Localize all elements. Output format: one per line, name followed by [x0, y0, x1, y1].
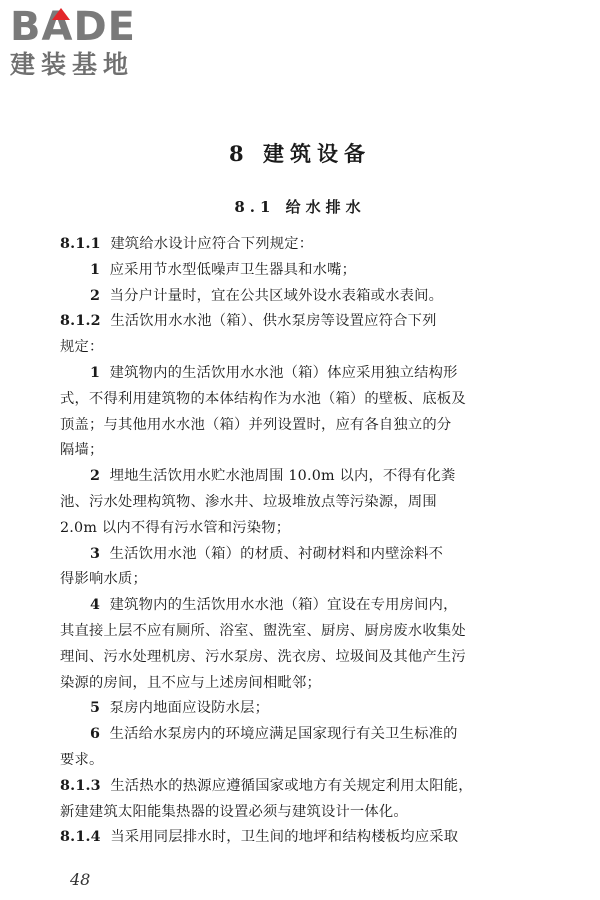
clause-8-1-3 — [60, 774, 550, 800]
item-text: 泵房内地面应设防水层； — [109, 700, 270, 717]
clause-8-1-2-item-2 — [60, 464, 550, 490]
clause-text: 生活热水的热源应遵循国家或地方有关规定利用太阳能， — [110, 777, 473, 794]
item-number: 2 — [90, 287, 101, 304]
item-text: 埋地生活饮用水贮水池周围 10.0m 以内，不得有化粪 — [109, 468, 456, 485]
item-text-cont: 顶盖；与其他用水水池（箱）并列设置时，应有各自独立的分 — [60, 416, 452, 433]
clause-number: 8.1.2 — [60, 313, 101, 330]
item-text-cont: 池、污水处理构筑物、渗水井、垃圾堆放点等污染源，周围 — [60, 493, 437, 510]
section-title: 8.1 给水排水 — [234, 198, 366, 216]
item-number: 4 — [90, 597, 101, 614]
item-text-cont: 2.0m 以内不得有污水管和污染物； — [60, 519, 291, 536]
logo-wordmark — [10, 6, 180, 48]
item-text-cont: 隔墙； — [60, 442, 104, 459]
clause-8-1-2-item-3 — [60, 542, 550, 568]
item-text-cont: 理间、污水处理机房、污水泵房、洗衣房、垃圾间及其他产生污 — [60, 648, 466, 665]
clause-8-1-2-item-1 — [60, 361, 550, 387]
logo-tagline: 建装基地 — [10, 50, 135, 79]
item-number: 3 — [90, 545, 101, 562]
chapter-title: 8 建筑设备 — [229, 141, 371, 166]
item-text-cont: 其直接上层不应有厕所、浴室、盥洗室、厨房、厨房废水收集处 — [60, 622, 466, 639]
clause-8-1-2-item-4 — [60, 593, 550, 619]
item-number: 6 — [90, 726, 101, 743]
clause-8-1-4 — [60, 825, 550, 851]
item-number: 5 — [90, 700, 101, 717]
item-text: 当分户计量时，宜在公共区域外设水表箱或水表间。 — [109, 287, 444, 304]
item-number: 2 — [90, 468, 101, 485]
item-number: 1 — [90, 364, 101, 381]
clause-number: 8.1.3 — [60, 777, 101, 794]
clause-8-1-2-lead — [60, 309, 550, 335]
item-text-cont: 得影响水质； — [60, 571, 147, 588]
item-text-cont: 染源的房间，且不应与上述房间相毗邻； — [60, 674, 321, 691]
clause-text: 生活饮用水水池（箱）、供水泵房等设置应符合下列 — [110, 313, 437, 330]
item-text-cont: 要求。 — [60, 751, 104, 768]
clause-8-1-1-item-2 — [60, 284, 550, 310]
clause-8-1-1-lead — [60, 232, 550, 258]
clause-number: 8.1.4 — [60, 829, 101, 846]
clause-text: 建筑给水设计应符合下列规定： — [110, 236, 314, 252]
clause-text: 当采用同层排水时，卫生间的地坪和结构楼板均应采取 — [110, 829, 459, 846]
document-body — [60, 232, 550, 851]
item-number: 1 — [90, 261, 101, 278]
item-text: 建筑物内的生活饮用水水池（箱）体应采用独立结构形 — [109, 364, 458, 381]
item-text-cont: 式，不得利用建筑物的本体结构作为水池（箱）的壁板、底板及 — [60, 390, 466, 407]
logo-accent-triangle — [52, 8, 70, 20]
page-number: 48 — [70, 870, 91, 889]
item-text: 建筑物内的生活饮用水水池（箱）宜设在专用房间内， — [109, 597, 458, 614]
clause-8-1-2-item-6 — [60, 722, 550, 748]
clause-8-1-2-lead-cont: 规定： — [60, 339, 104, 356]
logo-brand-text: BADE — [10, 4, 136, 50]
item-text: 生活饮用水池（箱）的材质、衬砌材料和内壁涂料不 — [109, 545, 444, 562]
item-text: 生活给水泵房内的环境应满足国家现行有关卫生标准的 — [109, 726, 458, 743]
item-text: 应采用节水型低噪声卫生器具和水嘴； — [109, 261, 357, 278]
clause-8-1-2-item-5 — [60, 696, 550, 722]
clause-text-cont: 新建建筑太阳能集热器的设置必须与建筑设计一体化。 — [60, 803, 408, 820]
clause-8-1-1-item-1 — [60, 258, 550, 284]
brand-logo — [10, 6, 180, 80]
clause-number: 8.1.1 — [60, 236, 101, 252]
